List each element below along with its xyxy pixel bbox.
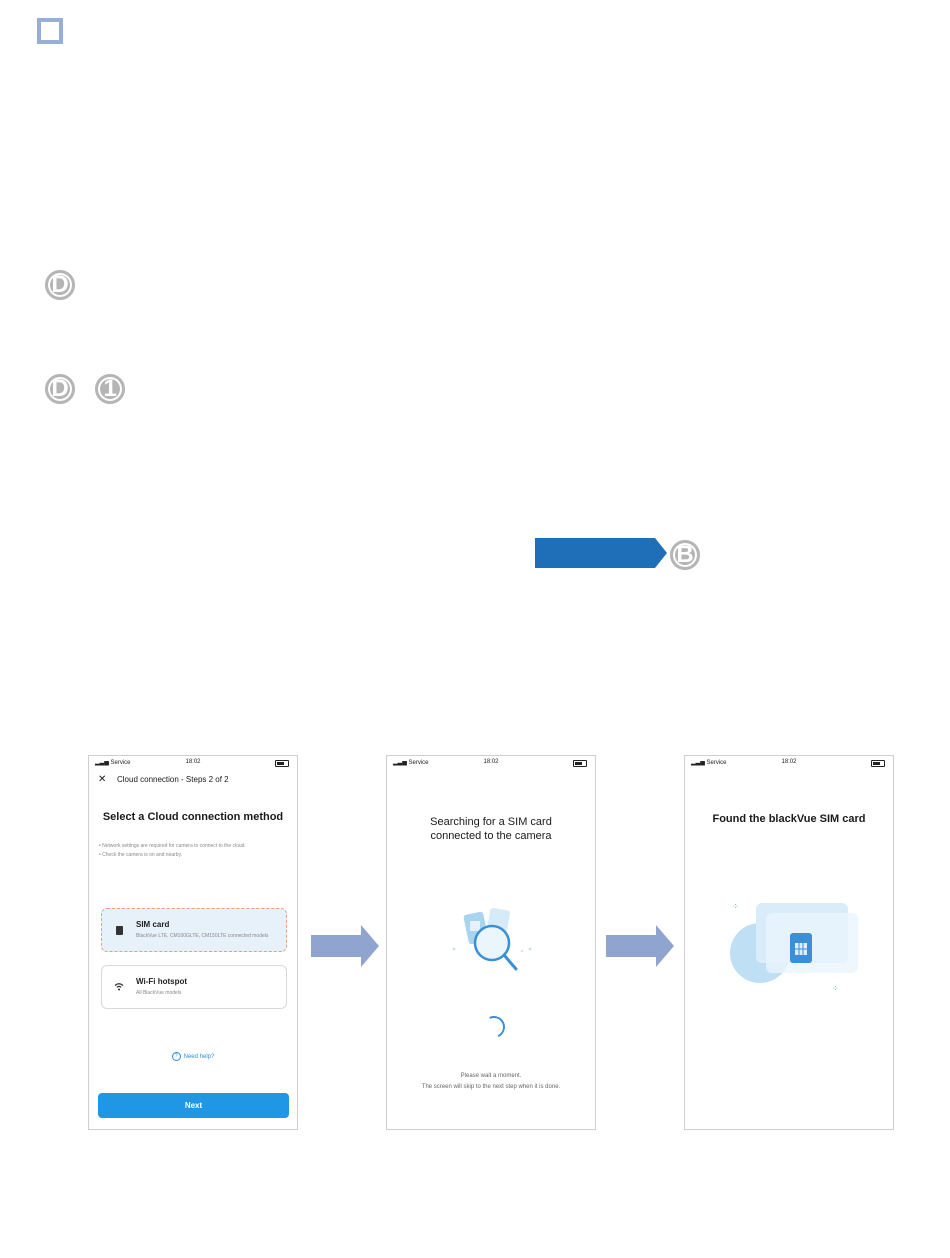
- marker-d: D: [45, 270, 75, 300]
- status-bar: [685, 759, 893, 769]
- marker-step-1: 1: [95, 374, 125, 404]
- option-wifi-hotspot[interactable]: [101, 965, 287, 1009]
- note-item: • Check the camera is on and nearby.: [99, 852, 183, 858]
- battery-icon: [573, 760, 587, 767]
- sim-card-icon: [116, 926, 123, 935]
- help-icon: ?: [172, 1052, 181, 1061]
- svg-text:⁘: ⁘: [832, 984, 839, 993]
- option-title: SIM card: [136, 920, 170, 929]
- blue-arrow-head: [655, 538, 667, 568]
- search-sim-illustration: [442, 891, 542, 991]
- notes-list: [99, 842, 289, 860]
- blue-arrow-bar: [535, 538, 655, 568]
- option-title: Wi-Fi hotspot: [136, 977, 188, 986]
- carrier-label: ▂▃▅ Service: [393, 760, 429, 766]
- close-icon[interactable]: ✕: [98, 774, 107, 785]
- option-subtitle: All BlackVue models: [136, 990, 182, 996]
- screen-title: Searching for a SIM card connected to the camera: [430, 816, 552, 842]
- carrier-label: ▂▃▅ Service: [691, 760, 727, 766]
- status-time: 18:02: [781, 759, 797, 765]
- battery-icon: [275, 760, 289, 767]
- marker-b: B: [670, 540, 700, 570]
- battery-icon: [871, 760, 885, 767]
- corner-square-icon: [37, 18, 63, 44]
- need-help-link[interactable]: ? Need help?: [89, 1052, 297, 1061]
- screen-header: Cloud connection - Steps 2 of 2: [117, 775, 229, 784]
- status-bar: [89, 759, 297, 769]
- svg-text:⁘: ⁘: [732, 902, 739, 911]
- status-time: 18:02: [185, 759, 201, 765]
- wifi-icon: [114, 982, 124, 994]
- option-sim-card[interactable]: [101, 908, 287, 952]
- screen-title: Found the blackVue SIM card: [712, 813, 866, 825]
- phone-screen-found: [684, 755, 894, 1130]
- wait-message: Please wait a moment. The screen will skip to the next step when it is done.: [421, 1073, 561, 1090]
- note-item: • Network settings are required for camera to connect to the cloud.: [99, 843, 246, 849]
- next-button[interactable]: Next: [98, 1093, 289, 1118]
- phone-screen-select-method: [88, 755, 298, 1130]
- status-bar: [387, 759, 595, 769]
- carrier-label: ▂▃▅ Service: [95, 760, 131, 766]
- marker-d-2: D: [45, 374, 75, 404]
- screen-title: Select a Cloud connection method: [102, 811, 284, 823]
- loading-spinner-icon: [480, 1013, 508, 1041]
- status-time: 18:02: [483, 759, 499, 765]
- phone-screen-searching: [386, 755, 596, 1130]
- option-subtitle: BlackVue LTE, CM100GLTE, CM150LTE connected models: [136, 933, 269, 939]
- sim-found-illustration: [720, 891, 860, 1001]
